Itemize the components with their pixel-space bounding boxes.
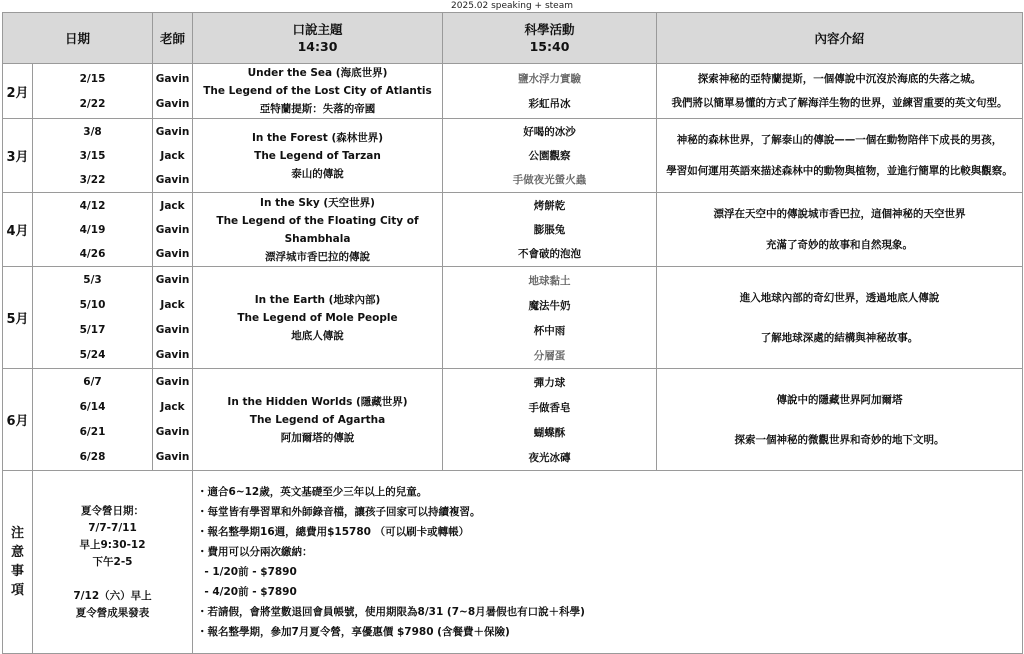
dates-stack [33, 194, 152, 266]
topic-block [193, 291, 442, 345]
activity-name: 公園觀察 [528, 150, 571, 162]
intro-block [657, 194, 1022, 266]
month-label: 4月 [3, 193, 33, 267]
teacher-name: Jack [160, 401, 185, 413]
topic-line: The Legend of Tarzan [254, 149, 381, 162]
month-row [3, 369, 1023, 471]
teacher-name: Jack [160, 149, 185, 162]
activities-stack [443, 370, 656, 470]
teacher-name: Gavin [155, 451, 190, 463]
teacher-name: Gavin [155, 247, 190, 260]
intro-line: 探索一個神秘的微觀世界和奇妙的地下文明。 [734, 433, 945, 446]
notes-right-line: ・報名整學期，參加7月夏令營，享優惠價 $7980 (含餐費＋保險) [197, 626, 510, 638]
intro-line: 進入地球內部的奇幻世界，透過地底人傳說 [739, 291, 940, 304]
date-value: 3/8 [83, 125, 102, 138]
notes-right-line: ・費用可以分兩次繳納： [197, 546, 313, 558]
notes-left-line: 夏令營成果發表 [75, 606, 150, 619]
header-topic [193, 13, 443, 64]
topic-line: 亞特蘭提斯：失落的帝國 [259, 103, 376, 115]
topic-cell [193, 267, 443, 369]
intro-line: 漂浮在天空中的傳說城市香巴拉，這個神秘的天空世界 [713, 208, 966, 221]
activity-name: 烤餅乾 [533, 200, 566, 212]
date-value: 6/28 [79, 451, 106, 463]
header-activity-label: 科學活動 [524, 22, 575, 37]
intro-line: 探索神秘的亞特蘭提斯，一個傳說中沉沒於海底的失落之城。 [697, 73, 982, 86]
intro-line: 傳說中的隱藏世界阿加爾塔 [776, 393, 903, 406]
notes-right-line: - 1/20前 - $7890 [197, 566, 297, 578]
activity-name: 手做夜光螢火蟲 [512, 174, 587, 186]
topic-block [193, 393, 442, 447]
activity-name: 好喝的冰沙 [523, 126, 576, 138]
teacher-name: Gavin [155, 97, 190, 110]
date-value: 6/14 [79, 401, 106, 413]
activities-cell [443, 267, 657, 369]
topic-block [193, 129, 442, 183]
topic-line: In the Earth (地球內部) [254, 293, 381, 306]
teachers-stack [153, 194, 192, 266]
topic-block [193, 194, 442, 266]
topic-line: The Legend of Agartha [249, 413, 386, 426]
intro-cell [657, 119, 1023, 193]
month-label: 2月 [3, 64, 33, 119]
notes-left-line: 7/12（六）早上 [73, 589, 152, 602]
month-label: 3月 [3, 119, 33, 193]
header-topic-time: 14:30 [297, 39, 338, 54]
date-value: 5/10 [79, 299, 106, 311]
month-label: 5月 [3, 267, 33, 369]
intro-cell [657, 64, 1023, 119]
topic-line: In the Forest (森林世界) [251, 131, 384, 144]
month-label: 6月 [3, 369, 33, 471]
intro-block [657, 120, 1022, 192]
notes-left-line: 下午2-5 [92, 555, 133, 568]
notes-right-line: ・若請假，會將堂數退回會員帳號，使用期限為8/31 (7~8月暑假也有口說＋科學) [197, 606, 585, 618]
dates-cell [33, 369, 153, 471]
teacher-name: Gavin [155, 72, 190, 85]
teachers-stack [153, 66, 192, 116]
date-value: 6/21 [79, 426, 106, 438]
teacher-name: Gavin [155, 324, 190, 336]
notes-right-line: ・適合6~12歲，英文基礎至少三年以上的兒童。 [197, 486, 428, 498]
teachers-cell [153, 369, 193, 471]
teacher-name: Gavin [155, 426, 190, 438]
intro-line: 學習如何運用英語來描述森林中的動物與植物，並進行簡單的比較與觀察。 [666, 164, 1013, 177]
activities-cell [443, 64, 657, 119]
topic-line: In the Sky (天空世界) [260, 196, 375, 209]
date-value: 5/3 [83, 274, 102, 286]
teachers-stack [153, 120, 192, 192]
teachers-cell [153, 119, 193, 193]
teacher-name: Gavin [155, 223, 190, 236]
notes-right-line: ・每堂皆有學習單和外師錄音檔，讓孩子回家可以持續複習。 [197, 506, 481, 518]
topic-line: Under the Sea (海底世界) [247, 67, 388, 79]
dates-stack [33, 120, 152, 192]
dates-cell [33, 64, 153, 119]
activities-cell [443, 193, 657, 267]
notes-left-line [33, 571, 192, 588]
activity-name: 彈力球 [533, 376, 566, 389]
intro-line: 神秘的森林世界，了解泰山的傳說——一個在動物陪伴下成長的男孩， [676, 134, 1003, 147]
teachers-cell [153, 64, 193, 119]
topic-block [193, 64, 442, 118]
notes-left-line: 早上9:30-12 [79, 538, 146, 551]
intro-line: 充滿了奇妙的故事和自然現象。 [766, 238, 914, 251]
topic-cell [193, 193, 443, 267]
activity-name: 鹽水浮力實驗 [518, 73, 582, 85]
intro-block [657, 268, 1022, 368]
topic-line: The Legend of the Lost City of Atlantis [203, 85, 432, 97]
notes-label-char: 注 [10, 526, 24, 541]
notes-label-char: 事 [10, 564, 24, 579]
topic-line: The Legend of Mole People [237, 311, 398, 324]
date-value: 6/7 [83, 376, 102, 388]
topic-line: In the Hidden Worlds (隱藏世界) [227, 395, 408, 408]
intro-line: 了解地球深處的結構與神秘故事。 [760, 331, 919, 344]
activity-name: 手做香皂 [528, 401, 571, 414]
date-value: 3/15 [79, 149, 106, 162]
date-value: 2/15 [79, 72, 106, 85]
activities-stack [443, 268, 656, 368]
dates-stack [33, 268, 152, 368]
teachers-cell [153, 193, 193, 267]
header-intro: 內容介紹 [657, 13, 1023, 64]
notes-left-line: 7/7-7/11 [88, 521, 137, 534]
dates-stack [33, 370, 152, 470]
teacher-name: Gavin [155, 376, 190, 388]
intro-cell [657, 267, 1023, 369]
topic-line: 漂浮城市香巴拉的傳說 [265, 250, 371, 263]
dates-stack [33, 66, 152, 116]
activities-cell [443, 369, 657, 471]
activity-name: 不會破的泡泡 [518, 248, 582, 260]
date-value: 4/26 [79, 247, 106, 260]
notes-left-line: 夏令營日期： [81, 504, 144, 517]
header-activity [443, 13, 657, 64]
teacher-name: Gavin [155, 173, 190, 186]
teacher-name: Jack [160, 199, 185, 212]
notes-right-line: ・報名整學期16週，總費用$15780 （可以刷卡或轉帳） [197, 526, 470, 538]
notes-row [3, 471, 1023, 654]
intro-block [657, 66, 1022, 116]
activity-name: 蝴蝶酥 [533, 426, 566, 439]
intro-block [657, 370, 1022, 470]
activity-name: 分層蛋 [533, 349, 566, 362]
dates-cell [33, 267, 153, 369]
header-row [3, 13, 1023, 64]
activities-stack [443, 66, 656, 116]
teachers-stack [153, 268, 192, 368]
month-row [3, 119, 1023, 193]
date-value: 5/17 [79, 324, 106, 336]
header-teacher: 老師 [153, 13, 193, 64]
intro-cell [657, 369, 1023, 471]
activity-name: 魔法牛奶 [528, 299, 571, 312]
activity-name: 膨脹兔 [533, 224, 566, 236]
dates-cell [33, 193, 153, 267]
teachers-cell [153, 267, 193, 369]
intro-line: 我們將以簡單易懂的方式了解海洋生物的世界，並練習重要的英文句型。 [671, 96, 1008, 109]
header-activity-time: 15:40 [529, 39, 570, 54]
intro-cell [657, 193, 1023, 267]
teacher-name: Jack [160, 299, 185, 311]
date-value: 4/12 [79, 199, 106, 212]
schedule-table [2, 12, 1023, 654]
notes-label-char: 項 [10, 583, 24, 598]
date-value: 2/22 [79, 97, 106, 110]
dates-cell [33, 119, 153, 193]
notes-right-cell [193, 471, 1023, 654]
teacher-name: Gavin [155, 125, 190, 138]
activity-name: 彩虹吊冰 [528, 98, 571, 110]
topic-cell [193, 369, 443, 471]
teacher-name: Gavin [155, 349, 190, 361]
activities-stack [443, 194, 656, 266]
notes-left-cell [33, 471, 193, 654]
activity-name: 夜光冰磚 [528, 451, 571, 464]
notes-label [3, 471, 33, 654]
topic-cell [193, 119, 443, 193]
topic-line: 地底人傳說 [291, 329, 344, 342]
activity-name: 地球黏土 [528, 274, 571, 287]
activities-stack [443, 120, 656, 192]
date-value: 4/19 [79, 223, 106, 236]
date-value: 3/22 [79, 173, 106, 186]
date-value: 5/24 [79, 349, 106, 361]
teacher-name: Gavin [155, 274, 190, 286]
header-topic-label: 口說主題 [292, 22, 343, 37]
document-title: 2025.02 speaking + steam [451, 1, 573, 11]
month-row [3, 64, 1023, 119]
notes-label-char: 意 [10, 545, 24, 560]
month-row [3, 193, 1023, 267]
topic-line: 阿加爾塔的傳說 [280, 431, 355, 444]
activity-name: 杯中雨 [533, 324, 566, 337]
notes-right-line: - 4/20前 - $7890 [197, 586, 297, 598]
header-date: 日期 [3, 13, 153, 64]
topic-line: 泰山的傳說 [291, 167, 344, 180]
month-row [3, 267, 1023, 369]
activities-cell [443, 119, 657, 193]
topic-line: The Legend of the Floating City of Shambhala [216, 214, 419, 245]
topic-cell [193, 64, 443, 119]
teachers-stack [153, 370, 192, 470]
